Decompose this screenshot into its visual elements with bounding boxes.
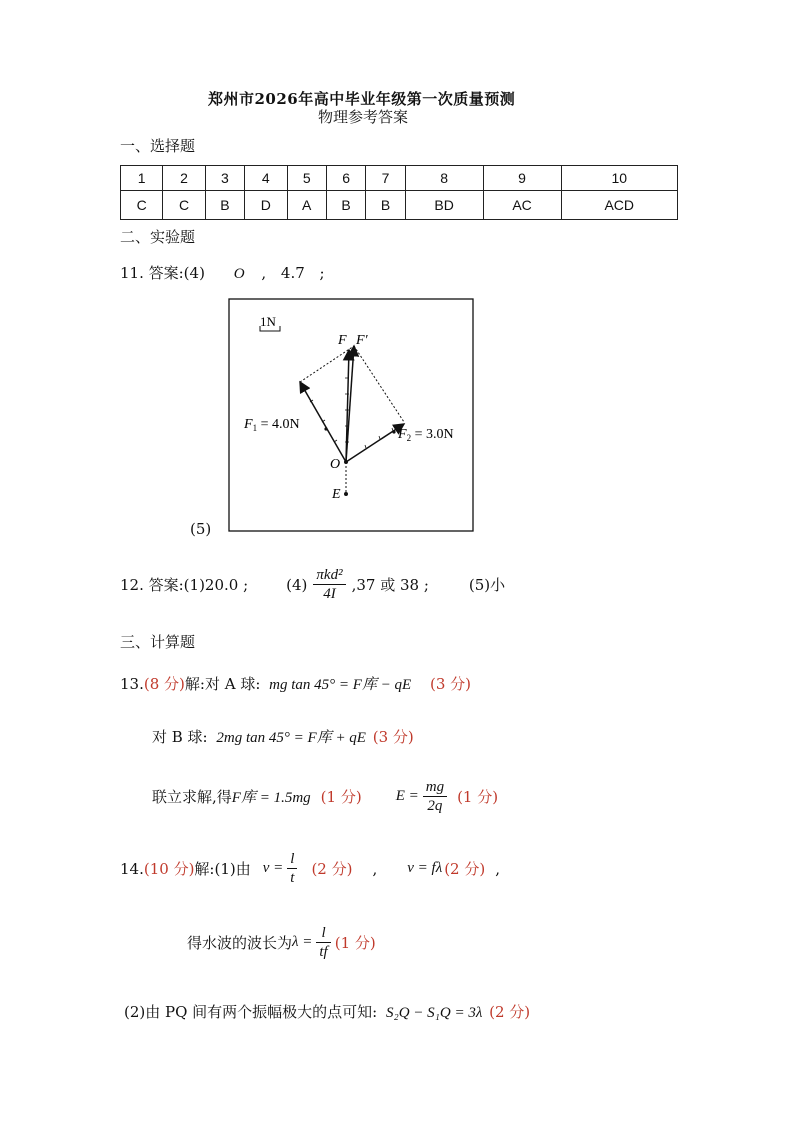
- table-cell: 8: [405, 166, 483, 191]
- table-cell: B: [366, 191, 405, 220]
- q13-equation-a: mg tan 45° = F库 − qE: [269, 677, 412, 693]
- table-cell: B: [205, 191, 244, 220]
- q13-score-d: (1 分): [457, 788, 499, 806]
- q13-b-lead: 对 B 球:: [152, 728, 208, 746]
- point-e: [344, 492, 348, 496]
- q14-comma: ,: [372, 859, 378, 878]
- table-cell: AC: [483, 191, 561, 220]
- q13-score-b: (3 分): [372, 728, 414, 746]
- q13-score-a: (3 分): [430, 675, 472, 693]
- q11-o: O: [233, 266, 245, 282]
- force-diagram: [228, 298, 474, 532]
- f2-point: [392, 430, 395, 433]
- answer-table-number-row: [121, 166, 678, 191]
- diagram-frame: [229, 299, 473, 531]
- q14-score-a: (2 分): [311, 860, 353, 878]
- parallelogram-side: [354, 346, 404, 422]
- table-cell: 6: [326, 166, 365, 191]
- q13-line2: [152, 726, 414, 747]
- q14-line1: [120, 850, 500, 887]
- answer-table: [120, 165, 678, 220]
- q14-score-d: (2 分): [489, 1003, 531, 1021]
- label-f1: $F_1 = 4.0N$: [244, 417, 300, 433]
- q13-line1: [120, 673, 471, 694]
- label-o: O: [330, 457, 341, 472]
- table-cell: 4: [245, 166, 287, 191]
- q14-score: (10 分): [143, 860, 195, 878]
- f2-ticks: [365, 428, 393, 448]
- q13-equation-b: 2mg tan 45° = F库 + qE: [216, 730, 366, 746]
- table-cell: A: [287, 191, 326, 220]
- scale-label: 1N: [260, 314, 276, 329]
- q13-score-c: (1 分): [320, 788, 362, 806]
- table-cell: D: [245, 191, 287, 220]
- q14-score-b: (2 分): [444, 860, 486, 878]
- table-cell: ACD: [561, 191, 678, 220]
- label-f: F: [338, 333, 347, 348]
- q14-v: v =: [262, 860, 284, 876]
- table-cell: 10: [561, 166, 678, 191]
- parallelogram-side: [300, 346, 354, 382]
- label-f-prime: F′: [356, 333, 368, 348]
- f1-point: [324, 427, 327, 430]
- q14-line3: [124, 1001, 530, 1022]
- q13-result-e: E =: [395, 788, 419, 804]
- q12-fraction: $\frac{\text{πkd²}}{4I}$: [313, 566, 345, 603]
- q13-score: (8 分): [143, 675, 185, 693]
- table-cell: C: [163, 191, 205, 220]
- q14-part2-text: (2)由 PQ 间有两个振幅极大的点可知:: [124, 1003, 378, 1021]
- q13-number: 13.: [120, 675, 144, 693]
- label-e: E: [332, 487, 341, 502]
- q14-part2-eq: S₂Q − S₁Q = 3λ: [386, 1005, 483, 1021]
- q11-sep: ,: [261, 264, 267, 282]
- q14-comma: ,: [495, 859, 501, 878]
- q13-lead: 解:对 A 球:: [184, 675, 261, 693]
- q14-line2: [187, 924, 376, 961]
- q13-e-fraction: $\frac{mg}{2q}$: [423, 778, 447, 815]
- table-cell: 1: [121, 166, 163, 191]
- section-experiment-title: 二、实验题: [120, 228, 196, 246]
- table-cell: 5: [287, 166, 326, 191]
- q11-part5-label: (5): [190, 520, 212, 538]
- q14-lambda: λ =: [292, 934, 313, 950]
- section-choice-title: 一、选择题: [120, 137, 196, 155]
- f1-vector: [300, 382, 346, 462]
- page-title: 郑州市2026年高中毕业年级第一次质量预测: [208, 90, 516, 108]
- table-cell: 9: [483, 166, 561, 191]
- label-f2: $F_2 = 3.0N$: [398, 427, 454, 443]
- q14-number: 14.: [120, 859, 144, 878]
- table-cell: BD: [405, 191, 483, 220]
- q14-lambda-fraction: $\frac{l}{tf}$: [316, 924, 330, 961]
- q14-eq2: v = fλ: [407, 860, 443, 876]
- page-subtitle: 物理参考答案: [318, 108, 409, 126]
- table-cell: C: [121, 191, 163, 220]
- table-cell: 7: [366, 166, 405, 191]
- q11-answer-line: [120, 262, 325, 283]
- q11-sep: ;: [319, 264, 325, 282]
- q14-wavelength-lead: 得水波的波长为: [187, 934, 293, 952]
- point-o: [344, 460, 348, 464]
- table-cell: B: [326, 191, 365, 220]
- q13-result-f: F库 = 1.5mg: [231, 790, 311, 806]
- q13-line3: [152, 778, 498, 815]
- table-cell: 3: [205, 166, 244, 191]
- q12-after: ,37 或 38 ;: [351, 576, 429, 594]
- table-cell: 2: [163, 166, 205, 191]
- q14-v-fraction: $\frac{l}{t}$: [287, 850, 297, 887]
- q11-value: 4.7: [280, 264, 305, 282]
- q12-lead: 12. 答案:(1)20.0 ;: [120, 576, 249, 594]
- q12-part5: (5)小: [468, 576, 506, 594]
- q14-score-c: (1 分): [334, 934, 376, 952]
- f2-vector: [346, 424, 404, 462]
- section-calc-title: 三、计算题: [120, 633, 196, 651]
- q12-answer-line: [120, 566, 505, 603]
- q11-lead: 11. 答案:(4): [120, 264, 205, 282]
- q12-part4: (4): [286, 575, 308, 594]
- q14-lead: 解:(1)由: [194, 860, 251, 878]
- q13-result-lead: 联立求解,得: [152, 788, 232, 806]
- answer-table-answer-row: [121, 191, 678, 220]
